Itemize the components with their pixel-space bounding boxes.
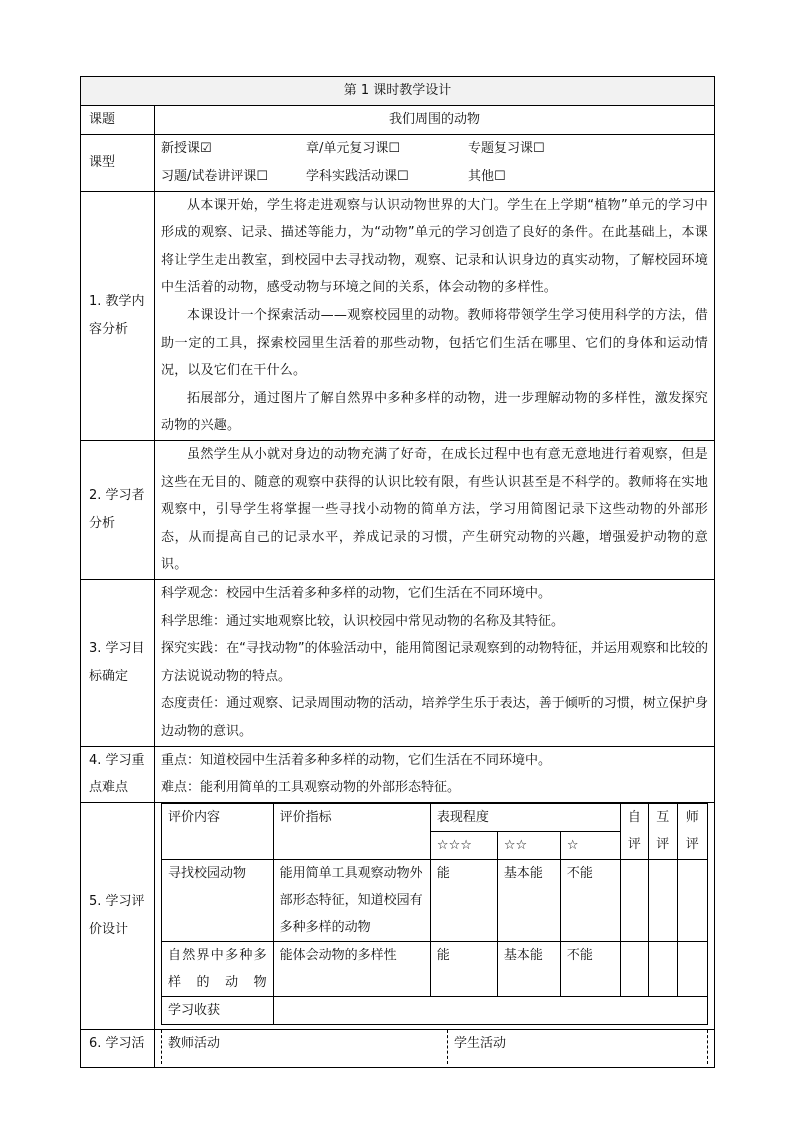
self-score-cell[interactable] (620, 941, 648, 996)
key-point-item: 重点：知道校园中生活着多种多样的动物，它们生活在不同环境中。 (161, 752, 552, 768)
evaluation-row (162, 941, 708, 996)
evaluation-header-self: 自 评 (620, 803, 648, 859)
evaluation-cell (155, 802, 715, 1029)
lesson-plan-table (80, 76, 715, 1068)
objective-item: 探究实践：在“寻找动物”的体验活动中，能用简图记录观察到的动物特征，并运用观察和比较的方法说说动物的特点。 (161, 641, 709, 684)
stars-three: ☆☆☆ (430, 831, 497, 859)
stars-two: ☆☆ (497, 831, 560, 859)
objective-item: 科学观念：校园中生活着多种多样的动物，它们生活在不同环境中。 (161, 585, 552, 601)
topic-label: 课题 (81, 106, 155, 135)
key-points-label: 4. 学习重 点难点 (81, 746, 155, 802)
peer-score-cell[interactable] (649, 859, 677, 941)
evaluation-row-indicator: 能体会动物的多样性 (273, 941, 430, 996)
content-analysis-paragraph: 拓展部分，通过图片了解自然界中多种多样的动物，进一步理解动物的多样性，激发探究动物的兴趣。 (161, 390, 709, 434)
objective-item: 态度责任：通过观察、记录周围动物的活动，培养学生乐于表达，善于倾听的习惯，树立保护身边动物的意识。 (161, 696, 709, 739)
evaluation-label: 5. 学习评 价设计 (81, 802, 155, 1029)
teacher-score-cell[interactable] (677, 941, 708, 996)
key-point-item: 难点：能利用简单的工具观察动物的外部形态特征。 (161, 780, 461, 796)
learner-analysis-text: 虽然学生从小就对身边的动物充满了好奇，在成长过程中也有意无意地进行着观察，但是这些在无目的、随意的观察中获得的认识比较有限，有些认识甚至是不科学的。教师将在实地观察中，引导学生将掌握一些寻找小动物的简单方法，学习用简图记录下这些动物的外部形态，从而提高自己的记录水平，养成记录的习惯，产生研究动物的兴趣，增强爱护动物的意识。 (155, 440, 715, 579)
evaluation-level: 基本能 (497, 859, 560, 941)
evaluation-header-content: 评价内容 (162, 803, 274, 859)
objectives-label: 3. 学习目 标确定 (81, 579, 155, 746)
teacher-activity-header: 教师活动 (162, 1030, 448, 1064)
lesson-type-label: 课型 (81, 134, 155, 191)
evaluation-level: 不能 (560, 941, 620, 996)
lesson-type-options (155, 134, 715, 191)
lesson-plan-document (80, 76, 714, 1068)
evaluation-header-peer: 互 评 (649, 803, 677, 859)
evaluation-level: 基本能 (497, 941, 560, 996)
learner-analysis-label: 2. 学习者 分析 (81, 440, 155, 579)
key-points-text (155, 746, 715, 802)
teacher-score-cell[interactable] (677, 859, 708, 941)
learning-harvest-label: 学习收获 (162, 996, 274, 1024)
learning-harvest-field[interactable] (273, 996, 707, 1024)
lesson-type-unit-review: 章/单元复习课☐ (306, 141, 401, 156)
lesson-type-exercise: 习题/试卷讲评课☐ (161, 168, 269, 184)
activities-cell (155, 1029, 715, 1067)
evaluation-header-performance: 表现程度 (430, 803, 620, 831)
stars-one: ☆ (560, 831, 620, 859)
content-analysis-text (155, 191, 715, 440)
lesson-type-new: 新授课☑ (161, 141, 212, 156)
activities-table (161, 1030, 708, 1064)
self-score-cell[interactable] (620, 859, 648, 941)
content-analysis-paragraph: 本课设计一个探索活动——观察校园里的动物。教师将带领学生学习使用科学的方法，借助一定的工具，探索校园里生活着的那些动物，包括它们生活在哪里、它们的身体和运动情况，以及它们在干什么。 (161, 307, 709, 379)
objective-item: 科学思维：通过实地观察比较，认识校园中常见动物的名称及其特征。 (161, 613, 565, 629)
lesson-type-other: 其他☐ (468, 168, 506, 184)
evaluation-level: 不能 (560, 859, 620, 941)
content-analysis-paragraph: 从本课开始，学生将走进观察与认识动物世界的大门。学生在上学期“植物”单元的学习中形成的观察、记录、描述等能力，为“动物”单元的学习创造了良好的条件。在此基础上，本课将让学生走出教室，到校园中去寻找动物，观察、记录和认识身边的真实动物，了解校园环境中生活着的动物，感受动物与环境之间的关系，体会动物的多样性。 (161, 197, 709, 296)
evaluation-header-teacher: 师 评 (677, 803, 708, 859)
evaluation-level: 能 (430, 859, 497, 941)
lesson-type-practice: 学科实践活动课☐ (306, 168, 409, 184)
evaluation-table (161, 803, 708, 1025)
evaluation-row-content: 寻找校园动物 (162, 859, 274, 941)
evaluation-header-indicator: 评价指标 (273, 803, 430, 859)
activities-label: 6. 学习活 (81, 1029, 155, 1067)
peer-score-cell[interactable] (649, 941, 677, 996)
student-activity-header: 学生活动 (448, 1030, 708, 1064)
evaluation-row-indicator: 能用简单工具观察动物外部形态特征，知道校园有多种多样的动物 (273, 859, 430, 941)
evaluation-row-content: 自然界中多种多样的动物 (162, 941, 274, 996)
topic-value: 我们周围的动物 (155, 106, 715, 135)
lesson-type-topic-review: 专题复习课☐ (468, 141, 545, 156)
document-title: 第 1 课时教学设计 (81, 77, 715, 106)
evaluation-level: 能 (430, 941, 497, 996)
evaluation-row (162, 859, 708, 941)
content-analysis-label: 1. 教学内 容分析 (81, 191, 155, 440)
objectives-text (155, 579, 715, 746)
